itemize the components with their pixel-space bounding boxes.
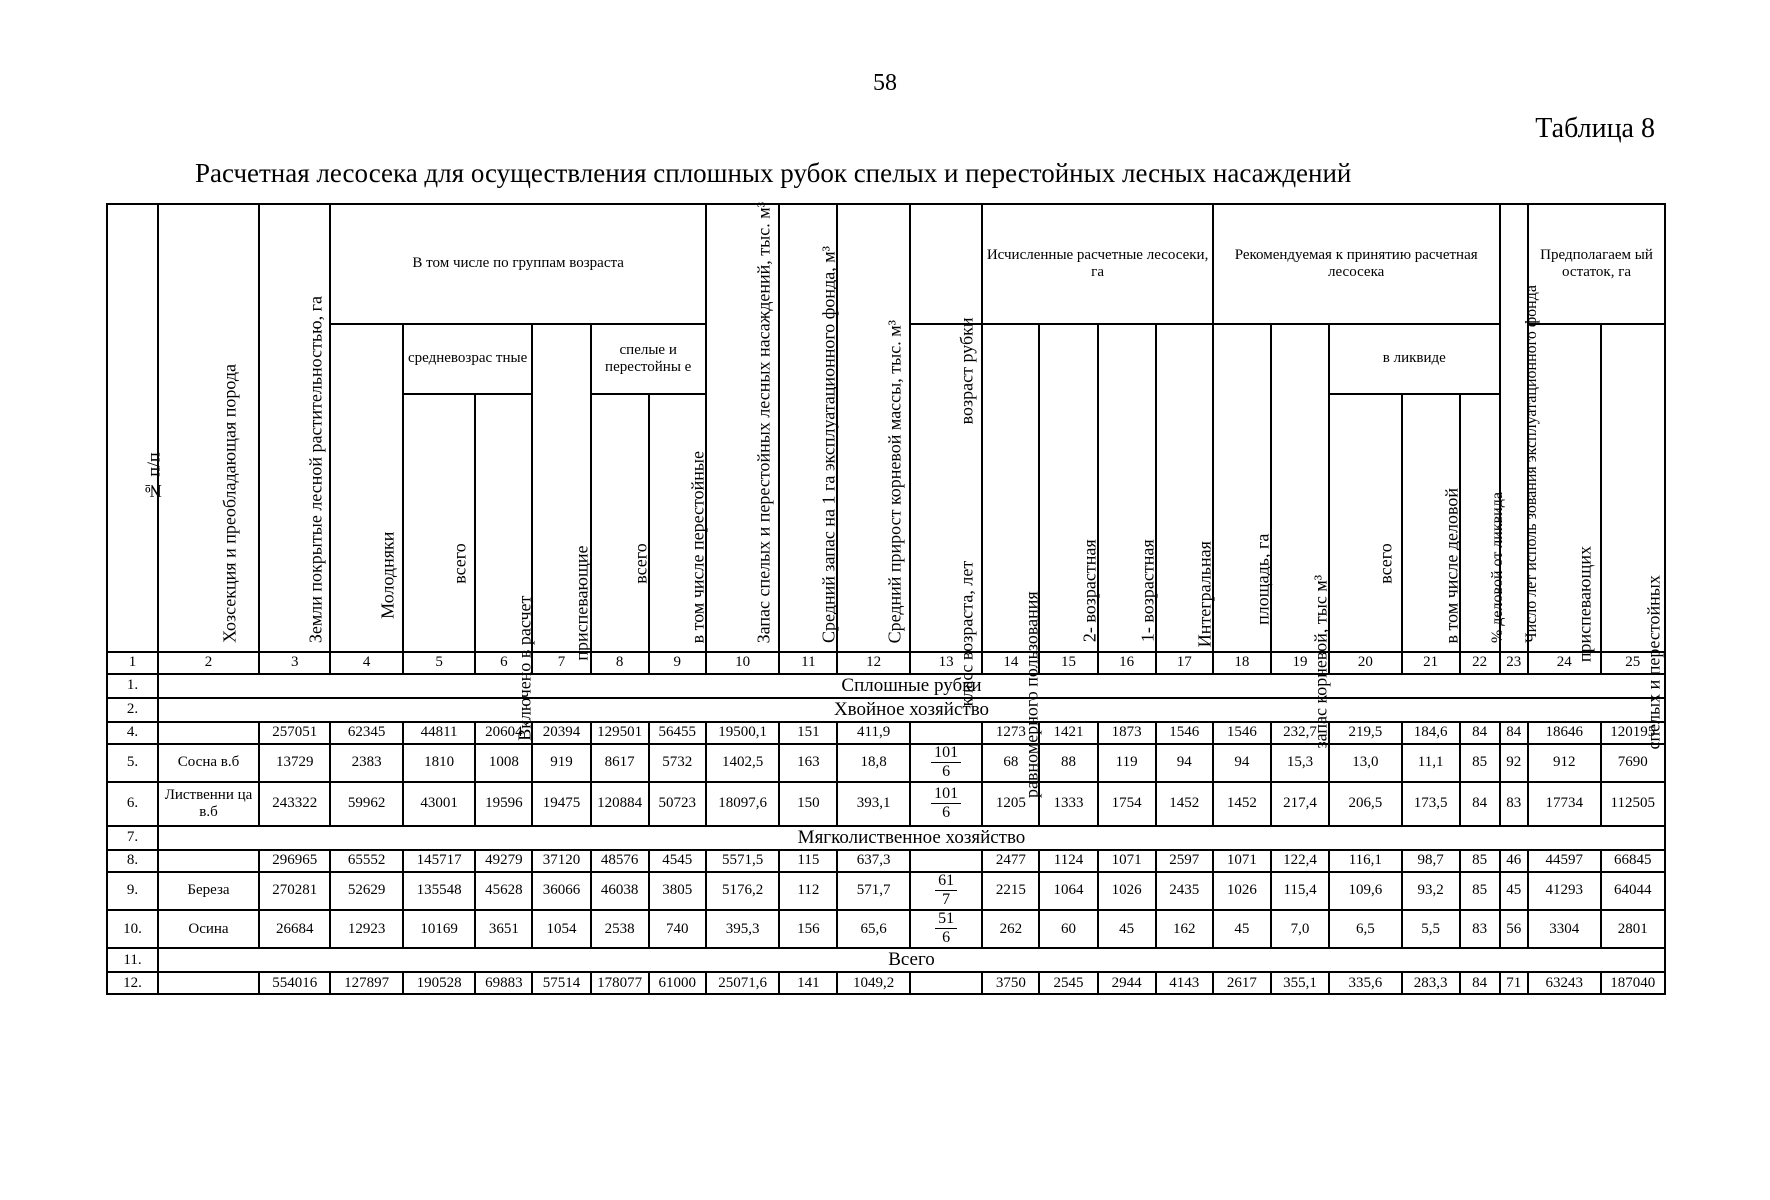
data-cell: 64044 — [1601, 872, 1666, 910]
header-predpolagaemyy-ostatok: Предполагаем ый остаток, га — [1528, 204, 1665, 324]
header-spel-vsego: всего — [591, 394, 649, 652]
data-cell: 122,4 — [1271, 850, 1329, 872]
data-cell: 1026 — [1213, 872, 1271, 910]
data-cell: 2477 — [982, 850, 1039, 872]
data-cell: 1873 — [1098, 722, 1156, 744]
header-zapas-spelyh: Запас спелых и перестойных лесных насаждений, тыс. м³ — [706, 204, 779, 652]
data-cell: 18646 — [1528, 722, 1600, 744]
header-v-tom-chisle-perestoynye: в том числе перестойные — [649, 394, 706, 652]
data-cell: 919 — [532, 744, 590, 782]
header-1-vozrastnaya: 1- возрастная — [1098, 324, 1156, 652]
data-cell: 36066 — [532, 872, 590, 910]
column-number: 23 — [1500, 652, 1529, 674]
data-cell: 151 — [779, 722, 837, 744]
data-cell: 13729 — [259, 744, 330, 782]
data-cell: 18,8 — [837, 744, 909, 782]
column-number: 8 — [591, 652, 649, 674]
section-title: Мягколиственное хозяйство — [158, 826, 1665, 850]
column-number: 9 — [649, 652, 706, 674]
data-cell: 109,6 — [1329, 872, 1401, 910]
data-cell: 1054 — [532, 910, 590, 948]
fraction-denominator: 6 — [942, 762, 951, 780]
column-number: 16 — [1098, 652, 1156, 674]
age-class-cell — [910, 782, 982, 826]
section-title: Сплошные рубки — [158, 674, 1665, 698]
data-cell: 10169 — [403, 910, 475, 948]
row-number: 6. — [107, 782, 158, 826]
data-cell: 355,1 — [1271, 972, 1329, 994]
data-cell: 2383 — [330, 744, 402, 782]
data-cell: 85 — [1460, 744, 1500, 782]
data-cell: 41293 — [1528, 872, 1600, 910]
data-cell: 1452 — [1213, 782, 1271, 826]
data-cell: 1333 — [1039, 782, 1097, 826]
data-cell: 2801 — [1601, 910, 1666, 948]
data-cell: 120884 — [591, 782, 649, 826]
data-cell: 1064 — [1039, 872, 1097, 910]
header-vklyucheno-v-raschet: Включено в расчет — [475, 394, 532, 652]
data-cell: 2597 — [1156, 850, 1213, 872]
row-number: 12. — [107, 972, 158, 994]
data-cell: 162 — [1156, 910, 1213, 948]
data-cell: 127897 — [330, 972, 402, 994]
data-cell: 44597 — [1528, 850, 1600, 872]
column-number: 11 — [779, 652, 837, 674]
column-number: 18 — [1213, 652, 1271, 674]
data-cell: 1452 — [1156, 782, 1213, 826]
data-cell: 156 — [779, 910, 837, 948]
data-cell: 84 — [1500, 722, 1529, 744]
data-cell: 85 — [1460, 872, 1500, 910]
fraction-numerator: 51 — [935, 911, 957, 929]
header-zapas-kornevoy: запас корневой, тыс м³ — [1271, 324, 1329, 652]
column-number: 22 — [1460, 652, 1500, 674]
data-cell: 56455 — [649, 722, 706, 744]
header-v-likvide: в ликвиде — [1329, 324, 1499, 394]
data-cell: 2215 — [982, 872, 1039, 910]
header-rekomenduemaya-lesoseka: Рекомендуемая к принятию расчетная лесосека — [1213, 204, 1500, 324]
document-title: Расчетная лесосека для осуществления сплошных рубок спелых и перестойных лесных насаждений — [195, 158, 1352, 188]
data-cell: 2944 — [1098, 972, 1156, 994]
section-row — [107, 826, 1665, 850]
data-cell: 112 — [779, 872, 837, 910]
data-cell: 83 — [1460, 910, 1500, 948]
data-cell: 66845 — [1601, 850, 1666, 872]
data-cell: 56 — [1500, 910, 1529, 948]
data-cell: 3750 — [982, 972, 1039, 994]
table-row — [107, 972, 1665, 994]
row-number: 4. — [107, 722, 158, 744]
data-cell: 1026 — [1098, 872, 1156, 910]
data-cell: 60 — [1039, 910, 1097, 948]
row-number: 8. — [107, 850, 158, 872]
table-body — [107, 652, 1665, 994]
fraction-numerator: 101 — [931, 745, 961, 763]
header-molodnyaki: Молодняки — [330, 324, 402, 652]
data-cell: 49279 — [475, 850, 532, 872]
data-cell: 163 — [779, 744, 837, 782]
header-prispevayushchih: приспевающих — [1528, 324, 1600, 652]
age-class-fraction — [935, 911, 957, 946]
data-cell: 13,0 — [1329, 744, 1401, 782]
species-name: Лиственни ца в.б — [158, 782, 259, 826]
data-cell: 7,0 — [1271, 910, 1329, 948]
data-cell: 45 — [1098, 910, 1156, 948]
data-cell: 6,5 — [1329, 910, 1401, 948]
column-number: 12 — [837, 652, 909, 674]
column-number: 5 — [403, 652, 475, 674]
data-cell: 48576 — [591, 850, 649, 872]
data-cell: 8617 — [591, 744, 649, 782]
header-ploshchad: площадь, га — [1213, 324, 1271, 652]
age-class-fraction — [935, 873, 957, 908]
header-row-number: № п/п — [107, 204, 158, 652]
data-cell: 57514 — [532, 972, 590, 994]
data-cell: 19596 — [475, 782, 532, 826]
data-cell: 5571,5 — [706, 850, 779, 872]
data-cell: 46038 — [591, 872, 649, 910]
species-name — [158, 850, 259, 872]
data-cell: 393,1 — [837, 782, 909, 826]
data-cell: 84 — [1460, 972, 1500, 994]
data-cell: 68 — [982, 744, 1039, 782]
header-vozrast-rubki: возраст рубки — [910, 204, 982, 324]
data-cell: 120195 — [1601, 722, 1666, 744]
data-cell: 2538 — [591, 910, 649, 948]
data-cell: 2435 — [1156, 872, 1213, 910]
data-cell: 571,7 — [837, 872, 909, 910]
header-2-vozrastnaya: 2- возрастная — [1039, 324, 1097, 652]
data-cell: 12923 — [330, 910, 402, 948]
data-cell: 1810 — [403, 744, 475, 782]
section-title: Всего — [158, 948, 1665, 972]
data-cell: 5,5 — [1402, 910, 1460, 948]
data-cell: 243322 — [259, 782, 330, 826]
data-cell: 15,3 — [1271, 744, 1329, 782]
data-cell: 1071 — [1213, 850, 1271, 872]
data-cell: 232,7 — [1271, 722, 1329, 744]
lesoseka-table — [106, 203, 1666, 995]
data-cell: 190528 — [403, 972, 475, 994]
column-number: 2 — [158, 652, 259, 674]
column-number: 24 — [1528, 652, 1600, 674]
page-number: 58 — [873, 70, 897, 96]
data-cell: 94 — [1213, 744, 1271, 782]
data-cell: 129501 — [591, 722, 649, 744]
data-cell: 65552 — [330, 850, 402, 872]
data-cell: 411,9 — [837, 722, 909, 744]
data-cell: 18097,6 — [706, 782, 779, 826]
data-cell: 145717 — [403, 850, 475, 872]
header-chislo-let: Число лет исполь зования эксплуатационного фонда — [1500, 204, 1529, 652]
age-class-fraction — [931, 786, 961, 821]
fraction-denominator: 6 — [942, 803, 951, 821]
column-number: 25 — [1601, 652, 1666, 674]
data-cell: 98,7 — [1402, 850, 1460, 872]
header-srednevozrastnye: средневозрас тные — [403, 324, 533, 394]
data-cell: 270281 — [259, 872, 330, 910]
column-number: 14 — [982, 652, 1039, 674]
data-cell: 83 — [1500, 782, 1529, 826]
data-cell: 2545 — [1039, 972, 1097, 994]
header-v-tom-chisle-delovoy: в том числе деловой — [1402, 394, 1460, 652]
row-number: 9. — [107, 872, 158, 910]
data-cell: 88 — [1039, 744, 1097, 782]
header-spelyh-perestoynyh: спелых и перестойных — [1601, 324, 1666, 652]
data-cell: 43001 — [403, 782, 475, 826]
data-cell: 296965 — [259, 850, 330, 872]
data-cell: 283,3 — [1402, 972, 1460, 994]
data-cell: 25071,6 — [706, 972, 779, 994]
data-cell: 119 — [1098, 744, 1156, 782]
section-row — [107, 674, 1665, 698]
data-cell: 3651 — [475, 910, 532, 948]
data-cell: 11,1 — [1402, 744, 1460, 782]
fraction-numerator: 61 — [935, 873, 957, 891]
column-number: 20 — [1329, 652, 1401, 674]
data-cell: 44811 — [403, 722, 475, 744]
data-cell: 206,5 — [1329, 782, 1401, 826]
header-khozsekciya: Хозсекция и преобладающая порода — [158, 204, 259, 652]
fraction-denominator: 7 — [942, 890, 951, 908]
data-cell: 5732 — [649, 744, 706, 782]
data-cell: 46 — [1500, 850, 1529, 872]
header-likvid-vsego: всего — [1329, 394, 1401, 652]
age-class-cell — [910, 972, 982, 994]
data-cell: 93,2 — [1402, 872, 1460, 910]
data-cell: 173,5 — [1402, 782, 1460, 826]
data-cell: 1421 — [1039, 722, 1097, 744]
data-cell: 45 — [1213, 910, 1271, 948]
data-cell: 65,6 — [837, 910, 909, 948]
data-cell: 3304 — [1528, 910, 1600, 948]
data-cell: 7690 — [1601, 744, 1666, 782]
header-age-groups: В том числе по группам возраста — [330, 204, 705, 324]
data-cell: 219,5 — [1329, 722, 1401, 744]
column-number: 7 — [532, 652, 590, 674]
header-sredniy-zapas: Средний запас на 1 га эксплуатационного фонда, м³ — [779, 204, 837, 652]
row-number: 11. — [107, 948, 158, 972]
header-ravnomernogo: равномерного пользования — [982, 324, 1039, 652]
header-integralnaya: Интегральная — [1156, 324, 1213, 652]
data-cell: 69883 — [475, 972, 532, 994]
data-cell: 178077 — [591, 972, 649, 994]
data-cell: 4545 — [649, 850, 706, 872]
column-number: 1 — [107, 652, 158, 674]
age-class-cell — [910, 744, 982, 782]
data-cell: 1273 — [982, 722, 1039, 744]
data-cell: 92 — [1500, 744, 1529, 782]
data-cell: 20394 — [532, 722, 590, 744]
data-cell: 17734 — [1528, 782, 1600, 826]
row-number: 7. — [107, 826, 158, 850]
header-ischislennye-lesoseki: Исчисленные расчетные лесосеки, га — [982, 204, 1213, 324]
data-cell: 135548 — [403, 872, 475, 910]
data-cell: 62345 — [330, 722, 402, 744]
data-cell: 554016 — [259, 972, 330, 994]
data-cell: 63243 — [1528, 972, 1600, 994]
data-cell: 1546 — [1213, 722, 1271, 744]
data-cell: 85 — [1460, 850, 1500, 872]
data-cell: 20604 — [475, 722, 532, 744]
column-number: 17 — [1156, 652, 1213, 674]
data-cell: 2617 — [1213, 972, 1271, 994]
column-number-row — [107, 652, 1665, 674]
data-cell: 1754 — [1098, 782, 1156, 826]
table-row — [107, 872, 1665, 910]
data-cell: 84 — [1460, 722, 1500, 744]
data-cell: 141 — [779, 972, 837, 994]
row-number: 5. — [107, 744, 158, 782]
section-row — [107, 698, 1665, 722]
data-cell: 1205 — [982, 782, 1039, 826]
data-cell: 740 — [649, 910, 706, 948]
age-class-cell — [910, 872, 982, 910]
table-row — [107, 782, 1665, 826]
table-row — [107, 910, 1665, 948]
data-cell: 94 — [1156, 744, 1213, 782]
data-cell: 1402,5 — [706, 744, 779, 782]
data-cell: 50723 — [649, 782, 706, 826]
data-cell: 19500,1 — [706, 722, 779, 744]
species-name — [158, 722, 259, 744]
data-cell: 61000 — [649, 972, 706, 994]
data-cell: 112505 — [1601, 782, 1666, 826]
age-class-cell — [910, 722, 982, 744]
data-cell: 1546 — [1156, 722, 1213, 744]
header-zemli-pokrytye: Земли покрытые лесной растительностью, га — [259, 204, 330, 652]
data-cell: 150 — [779, 782, 837, 826]
age-class-cell — [910, 850, 982, 872]
data-cell: 1049,2 — [837, 972, 909, 994]
species-name: Осина — [158, 910, 259, 948]
table-row — [107, 744, 1665, 782]
header-procent-delovoy: % деловой от ликвида — [1460, 394, 1500, 652]
row-number: 1. — [107, 674, 158, 698]
column-number: 19 — [1271, 652, 1329, 674]
species-name: Сосна в.б — [158, 744, 259, 782]
data-cell: 1071 — [1098, 850, 1156, 872]
header-sredn-vsego: всего — [403, 394, 475, 652]
column-number: 13 — [910, 652, 982, 674]
fraction-numerator: 101 — [931, 786, 961, 804]
column-number: 4 — [330, 652, 402, 674]
data-cell: 1008 — [475, 744, 532, 782]
data-cell: 3805 — [649, 872, 706, 910]
data-cell: 52629 — [330, 872, 402, 910]
data-cell: 115 — [779, 850, 837, 872]
data-cell: 262 — [982, 910, 1039, 948]
column-number: 3 — [259, 652, 330, 674]
data-cell: 71 — [1500, 972, 1529, 994]
column-number: 6 — [475, 652, 532, 674]
species-name: Береза — [158, 872, 259, 910]
column-number: 21 — [1402, 652, 1460, 674]
data-cell: 1124 — [1039, 850, 1097, 872]
data-cell: 335,6 — [1329, 972, 1401, 994]
species-name — [158, 972, 259, 994]
data-cell: 184,6 — [1402, 722, 1460, 744]
data-cell: 116,1 — [1329, 850, 1401, 872]
data-cell: 84 — [1460, 782, 1500, 826]
age-class-fraction — [931, 745, 961, 780]
data-cell: 5176,2 — [706, 872, 779, 910]
data-cell: 395,3 — [706, 910, 779, 948]
data-cell: 19475 — [532, 782, 590, 826]
table-label: Таблица 8 — [1535, 113, 1655, 144]
table-row — [107, 722, 1665, 744]
data-cell: 59962 — [330, 782, 402, 826]
data-cell: 4143 — [1156, 972, 1213, 994]
data-cell: 45 — [1500, 872, 1529, 910]
column-number: 15 — [1039, 652, 1097, 674]
age-class-cell — [910, 910, 982, 948]
section-title: Хвойное хозяйство — [158, 698, 1665, 722]
data-cell: 217,4 — [1271, 782, 1329, 826]
data-cell: 257051 — [259, 722, 330, 744]
data-cell: 45628 — [475, 872, 532, 910]
header-sredniy-prirost: Средний прирост корневой массы, тыс. м³ — [837, 204, 909, 652]
header-klass-vozrasta: класс возраста, лет — [910, 324, 982, 652]
data-cell: 637,3 — [837, 850, 909, 872]
data-cell: 26684 — [259, 910, 330, 948]
column-number: 10 — [706, 652, 779, 674]
section-row — [107, 948, 1665, 972]
data-cell: 912 — [1528, 744, 1600, 782]
table-row — [107, 850, 1665, 872]
row-number: 2. — [107, 698, 158, 722]
header-prispevayushchie: приспевающие — [532, 324, 590, 652]
header-spelye-perestoynye: спелые и перестойны е — [591, 324, 706, 394]
data-cell: 187040 — [1601, 972, 1666, 994]
row-number: 10. — [107, 910, 158, 948]
data-cell: 37120 — [532, 850, 590, 872]
fraction-denominator: 6 — [942, 929, 951, 947]
data-cell: 115,4 — [1271, 872, 1329, 910]
